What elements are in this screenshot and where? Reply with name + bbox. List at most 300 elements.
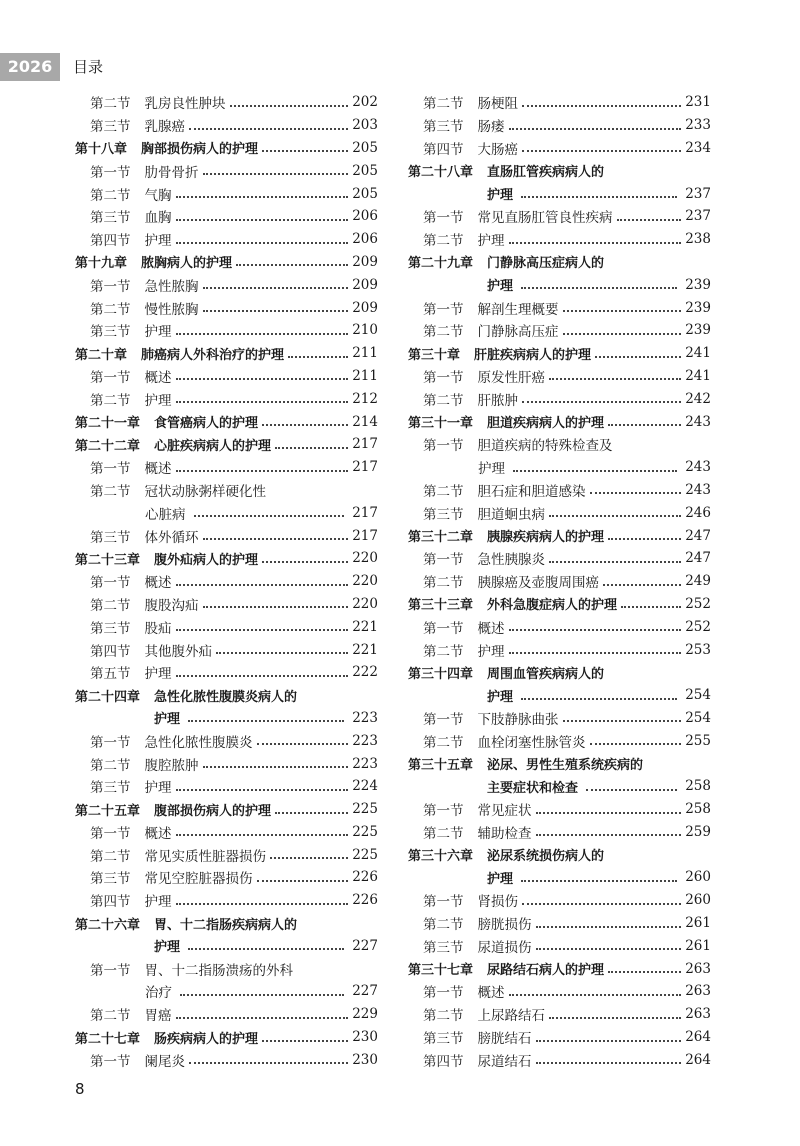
toc-section-entry[interactable] xyxy=(408,912,711,935)
section-number: 第三节 xyxy=(90,780,131,797)
entry-title: 肾损伤 xyxy=(477,894,518,911)
entry-title: 概述 xyxy=(477,620,505,637)
dot-leader xyxy=(549,377,681,380)
dot-leader xyxy=(176,218,349,221)
entry-page: 220 xyxy=(352,573,378,590)
dot-leader xyxy=(522,104,681,107)
dot-leader xyxy=(617,218,682,221)
toc-chapter-entry[interactable] xyxy=(75,433,378,456)
entry-page: 225 xyxy=(352,823,378,840)
entry-title: 冠状动脉粥样硬化性 xyxy=(144,483,266,500)
entry-title: 肝脏疾病病人的护理 xyxy=(474,347,592,363)
entry-page: 209 xyxy=(352,276,378,293)
section-number: 第三节 xyxy=(423,939,464,956)
dot-leader xyxy=(549,514,681,517)
toc-section-entry[interactable] xyxy=(408,821,711,844)
dot-leader xyxy=(275,811,348,814)
entry-page: 222 xyxy=(352,664,378,681)
entry-page: 212 xyxy=(352,390,378,407)
dot-leader xyxy=(257,879,349,882)
toc-chapter-entry[interactable] xyxy=(408,957,711,980)
entry-title: 其他腹外疝 xyxy=(144,643,212,660)
dot-leader xyxy=(522,149,681,152)
toc-section-entry[interactable] xyxy=(75,205,378,228)
dot-leader xyxy=(288,355,348,358)
section-number: 第二节 xyxy=(90,757,131,774)
entry-page: 247 xyxy=(685,527,711,544)
toc-section-entry[interactable] xyxy=(408,114,711,137)
toc-section-entry[interactable] xyxy=(75,866,378,889)
dot-leader xyxy=(608,423,681,426)
toc-section-entry[interactable] xyxy=(75,821,378,844)
toc-section-entry[interactable] xyxy=(408,547,711,570)
entry-title: 概述 xyxy=(144,575,172,592)
entry-page: 243 xyxy=(685,413,711,430)
dot-leader xyxy=(522,902,681,905)
entry-page: 258 xyxy=(685,801,711,818)
section-number: 第二节 xyxy=(423,917,464,934)
toc-section-entry[interactable] xyxy=(75,387,378,410)
entry-page: 261 xyxy=(685,937,711,954)
toc-section-entry[interactable] xyxy=(408,479,711,502)
dot-leader xyxy=(176,377,349,380)
dot-leader xyxy=(590,491,682,494)
entry-title: 护理 xyxy=(477,233,505,250)
toc-entry-continuation[interactable] xyxy=(408,775,711,798)
entry-page: 205 xyxy=(352,162,378,179)
toc-section-entry[interactable] xyxy=(408,205,711,228)
entry-title: 胰腺疾病病人的护理 xyxy=(487,530,605,546)
section-number: 第三节 xyxy=(90,620,131,637)
entry-title: 尿路结石病人的护理 xyxy=(487,963,605,979)
entry-page: 241 xyxy=(685,367,711,384)
entry-page: 243 xyxy=(685,459,711,476)
toc-section-entry[interactable] xyxy=(408,137,711,160)
entry-title: 常见直肠肛管良性疾病 xyxy=(477,210,613,227)
entry-page: 227 xyxy=(352,937,378,954)
entry-page: 252 xyxy=(685,595,711,612)
section-number: 第三节 xyxy=(90,324,131,341)
entry-title: 直肠肛管疾病病人的 xyxy=(487,165,605,181)
entry-title: 体外循环 xyxy=(144,529,199,546)
dot-leader xyxy=(176,833,349,836)
section-number: 第二节 xyxy=(423,392,464,409)
toc-section-entry[interactable] xyxy=(75,114,378,137)
dot-leader xyxy=(176,400,349,403)
entry-page: 264 xyxy=(685,1029,711,1046)
entry-page: 223 xyxy=(352,709,378,726)
entry-page: 238 xyxy=(685,231,711,248)
toc-chapter-entry[interactable] xyxy=(75,684,378,707)
entry-page: 243 xyxy=(685,481,711,498)
entry-title: 尿道损伤 xyxy=(477,939,532,956)
toc-section-entry[interactable] xyxy=(408,980,711,1003)
dot-leader xyxy=(536,833,682,836)
entry-title: 大肠癌 xyxy=(477,141,518,158)
dot-leader xyxy=(509,993,682,996)
entry-title: 门静脉高压症病人的 xyxy=(487,256,605,272)
toc-section-entry[interactable] xyxy=(75,479,378,502)
dot-leader xyxy=(563,309,682,312)
dot-leader xyxy=(536,1061,682,1064)
entry-page: 247 xyxy=(685,550,711,567)
entry-page: 217 xyxy=(352,436,378,453)
dot-leader xyxy=(270,856,348,859)
entry-page: 225 xyxy=(352,801,378,818)
entry-title: 护理 xyxy=(477,643,505,660)
entry-title: 急性脓胸 xyxy=(144,278,199,295)
dot-leader xyxy=(509,651,682,654)
dot-leader xyxy=(509,241,682,244)
toc-chapter-entry[interactable] xyxy=(408,251,711,274)
entry-page: 202 xyxy=(352,94,378,111)
section-number: 第一节 xyxy=(423,369,464,386)
toc-entry-continuation[interactable] xyxy=(408,456,711,479)
toc-section-entry[interactable] xyxy=(75,729,378,752)
entry-title: 腹股沟疝 xyxy=(144,597,199,614)
chapter-number: 第二十二章 xyxy=(75,438,141,454)
entry-page: 209 xyxy=(352,253,378,270)
chapter-number: 第二十九章 xyxy=(408,256,474,272)
toc-chapter-entry[interactable] xyxy=(75,798,378,821)
dot-leader xyxy=(521,879,677,882)
entry-page: 261 xyxy=(685,915,711,932)
toc-section-entry[interactable] xyxy=(75,524,378,547)
toc-section-entry[interactable] xyxy=(408,1003,711,1026)
entry-page: 231 xyxy=(685,94,711,111)
entry-page: 206 xyxy=(352,231,378,248)
toc-section-entry[interactable] xyxy=(75,752,378,775)
entry-title: 常见症状 xyxy=(477,803,532,820)
toc-section-entry[interactable] xyxy=(75,661,378,684)
toc-section-entry[interactable] xyxy=(408,319,711,342)
toc-section-entry[interactable] xyxy=(408,365,711,388)
entry-page: 217 xyxy=(352,527,378,544)
toc-chapter-entry[interactable] xyxy=(408,342,711,365)
section-number: 第一节 xyxy=(90,369,131,386)
entry-page: 223 xyxy=(352,732,378,749)
toc-section-entry[interactable] xyxy=(75,570,378,593)
entry-title: 股疝 xyxy=(144,620,172,637)
toc-entry-continuation[interactable] xyxy=(75,934,378,957)
section-number: 第二节 xyxy=(423,96,464,113)
entry-title: 常见空腔脏器损伤 xyxy=(144,871,253,888)
toc-section-entry[interactable] xyxy=(408,296,711,319)
entry-page: 226 xyxy=(352,892,378,909)
section-number: 第二节 xyxy=(90,301,131,318)
entry-title: 外科急腹症病人的护理 xyxy=(487,598,618,614)
dot-leader xyxy=(176,628,349,631)
toc-section-entry[interactable] xyxy=(75,456,378,479)
section-number: 第二节 xyxy=(423,233,464,250)
entry-title: 急性化脓性腹膜炎病人的 xyxy=(154,689,298,705)
dot-leader xyxy=(522,400,681,403)
entry-title: 心脏疾病病人的护理 xyxy=(154,438,272,454)
toc-section-entry[interactable] xyxy=(75,775,378,798)
entry-page: 220 xyxy=(352,595,378,612)
toc-chapter-entry[interactable] xyxy=(75,912,378,935)
toc-chapter-entry[interactable] xyxy=(408,524,711,547)
entry-title-continued: 治疗 xyxy=(145,985,172,1002)
entry-page: 241 xyxy=(685,345,711,362)
toc-section-entry[interactable] xyxy=(408,1048,711,1071)
dot-leader xyxy=(230,104,349,107)
toc-section-entry[interactable] xyxy=(408,707,711,730)
dot-leader xyxy=(189,127,348,130)
entry-title-continued: 护理 xyxy=(478,461,505,478)
entry-title-continued: 护理 xyxy=(487,188,514,204)
entry-title: 护理 xyxy=(144,780,172,797)
entry-page: 239 xyxy=(685,322,711,339)
entry-title: 慢性脓胸 xyxy=(144,301,199,318)
entry-title: 血栓闭塞性脉管炎 xyxy=(477,734,586,751)
entry-title-continued: 心脏病 xyxy=(145,506,186,523)
chapter-number: 第二十七章 xyxy=(75,1031,141,1047)
entry-title: 胰腺癌及壶腹周围癌 xyxy=(477,575,599,592)
toc-chapter-entry[interactable] xyxy=(75,251,378,274)
toc-section-entry[interactable] xyxy=(408,501,711,524)
dot-leader xyxy=(563,332,682,335)
entry-title: 泌尿系统损伤病人的 xyxy=(487,849,605,865)
section-number: 第二节 xyxy=(423,575,464,592)
entry-title: 膀胱结石 xyxy=(477,1031,532,1048)
toc-section-entry[interactable] xyxy=(408,228,711,251)
section-number: 第二节 xyxy=(423,324,464,341)
entry-page: 206 xyxy=(352,208,378,225)
toc-section-entry[interactable] xyxy=(408,889,711,912)
chapter-number: 第二十四章 xyxy=(75,689,141,705)
entry-title: 下肢静脉曲张 xyxy=(477,711,559,728)
entry-title: 周围血管疾病病人的 xyxy=(487,666,605,682)
section-number: 第一节 xyxy=(423,438,464,455)
dot-leader xyxy=(513,469,677,472)
entry-title: 泌尿、男性生殖系统疾病的 xyxy=(487,758,644,773)
section-number: 第三节 xyxy=(90,119,131,136)
entry-page: 226 xyxy=(352,869,378,886)
section-number: 第二节 xyxy=(90,597,131,614)
entry-title: 辅助检查 xyxy=(477,825,532,842)
toc-section-entry[interactable] xyxy=(75,228,378,251)
toc-chapter-entry[interactable] xyxy=(408,752,711,775)
toc-section-entry[interactable] xyxy=(75,365,378,388)
chapter-number: 第三十六章 xyxy=(408,849,474,865)
toc-entry-continuation[interactable] xyxy=(408,866,711,889)
dot-leader xyxy=(262,149,348,152)
toc-section-entry[interactable] xyxy=(75,593,378,616)
section-number: 第一节 xyxy=(90,962,131,979)
dot-leader xyxy=(586,788,677,791)
toc-section-entry[interactable] xyxy=(408,570,711,593)
section-number: 第一节 xyxy=(423,803,464,820)
entry-page: 230 xyxy=(352,1029,378,1046)
dot-leader xyxy=(563,719,682,722)
toc-chapter-entry[interactable] xyxy=(408,593,711,616)
toc-section-entry[interactable] xyxy=(75,319,378,342)
entry-page: 210 xyxy=(352,322,378,339)
entry-page: 246 xyxy=(685,504,711,521)
chapter-number: 第二十一章 xyxy=(75,416,141,432)
toc-section-entry[interactable] xyxy=(408,433,711,456)
dot-leader xyxy=(203,286,349,289)
entry-title: 食管癌病人的护理 xyxy=(154,416,259,432)
toc-section-entry[interactable] xyxy=(408,615,711,638)
entry-page: 259 xyxy=(685,823,711,840)
dot-leader xyxy=(236,263,348,266)
entry-title: 肝脓肿 xyxy=(477,392,518,409)
section-number: 第三节 xyxy=(423,119,464,136)
entry-title: 护理 xyxy=(144,894,172,911)
entry-title: 常见实质性脏器损伤 xyxy=(144,848,266,865)
toc-section-entry[interactable] xyxy=(75,1048,378,1071)
toc-section-entry[interactable] xyxy=(75,182,378,205)
entry-title: 胆石症和胆道感染 xyxy=(477,483,586,500)
dot-leader xyxy=(536,925,682,928)
dot-leader xyxy=(203,765,349,768)
section-number: 第一节 xyxy=(423,620,464,637)
dot-leader xyxy=(536,1039,682,1042)
entry-title: 护理 xyxy=(144,392,172,409)
dot-leader xyxy=(509,127,682,130)
entry-page: 255 xyxy=(685,732,711,749)
toc-chapter-entry[interactable] xyxy=(75,547,378,570)
entry-title: 急性化脓性腹膜炎 xyxy=(144,734,253,751)
entry-title: 胆道疾病的特殊检查及 xyxy=(477,438,613,455)
section-number: 第三节 xyxy=(90,529,131,546)
entry-page: 258 xyxy=(685,778,711,795)
entry-page: 224 xyxy=(352,778,378,795)
toc-section-entry[interactable] xyxy=(75,296,378,319)
toc-section-entry[interactable] xyxy=(408,638,711,661)
toc-entry-continuation[interactable] xyxy=(408,182,711,205)
section-number: 第二节 xyxy=(90,848,131,865)
toc-section-entry[interactable] xyxy=(75,1003,378,1026)
toc-entry-continuation[interactable] xyxy=(75,980,378,1003)
section-number: 第三节 xyxy=(423,506,464,523)
entry-page: 205 xyxy=(352,185,378,202)
toc-section-entry[interactable] xyxy=(75,91,378,114)
section-number: 第一节 xyxy=(423,985,464,1002)
entry-title: 脓胸病人的护理 xyxy=(141,256,233,272)
chapter-number: 第十九章 xyxy=(75,256,128,272)
dot-leader xyxy=(176,241,349,244)
dot-leader xyxy=(509,628,682,631)
chapter-number: 第二十章 xyxy=(75,347,128,363)
section-number: 第三节 xyxy=(90,871,131,888)
toc-chapter-entry[interactable] xyxy=(408,661,711,684)
toc-chapter-entry[interactable] xyxy=(408,843,711,866)
chapter-number: 第三十二章 xyxy=(408,530,474,546)
entry-title: 胸部损伤病人的护理 xyxy=(141,142,259,158)
section-number: 第二节 xyxy=(90,96,131,113)
toc-section-entry[interactable] xyxy=(75,273,378,296)
entry-page: 211 xyxy=(352,345,378,362)
section-number: 第四节 xyxy=(90,233,131,250)
section-number: 第三节 xyxy=(423,1031,464,1048)
year-badge: 2026 xyxy=(0,53,60,81)
entry-title: 膀胱损伤 xyxy=(477,917,532,934)
chapter-number: 第三十三章 xyxy=(408,598,474,614)
dot-leader xyxy=(203,309,349,312)
dot-leader xyxy=(176,332,349,335)
dot-leader xyxy=(176,1016,349,1019)
dot-leader xyxy=(216,651,348,654)
toc-section-entry[interactable] xyxy=(75,843,378,866)
entry-title: 乳房良性肿块 xyxy=(144,96,226,113)
entry-page: 260 xyxy=(685,869,711,886)
entry-page: 203 xyxy=(352,117,378,134)
section-number: 第四节 xyxy=(423,141,464,158)
section-number: 第一节 xyxy=(423,711,464,728)
dot-leader xyxy=(603,583,681,586)
entry-page: 239 xyxy=(685,299,711,316)
toc-section-entry[interactable] xyxy=(75,957,378,980)
chapter-number: 第三十五章 xyxy=(408,758,474,773)
page-title: 目录 xyxy=(73,58,104,76)
dot-leader xyxy=(590,742,682,745)
entry-page: 253 xyxy=(685,641,711,658)
toc-chapter-entry[interactable] xyxy=(408,410,711,433)
section-number: 第四节 xyxy=(90,643,131,660)
toc-chapter-entry[interactable] xyxy=(75,342,378,365)
chapter-number: 第二十五章 xyxy=(75,803,141,819)
toc-section-entry[interactable] xyxy=(75,159,378,182)
entry-page: 233 xyxy=(685,117,711,134)
toc-section-entry[interactable] xyxy=(75,638,378,661)
toc-entry-continuation[interactable] xyxy=(75,501,378,524)
chapter-number: 第三十一章 xyxy=(408,416,474,432)
toc-entry-continuation[interactable] xyxy=(408,684,711,707)
dot-leader xyxy=(536,811,682,814)
toc-section-entry[interactable] xyxy=(408,91,711,114)
entry-title: 护理 xyxy=(144,666,172,683)
toc-section-entry[interactable] xyxy=(408,1026,711,1049)
entry-page: 239 xyxy=(685,276,711,293)
toc-section-entry[interactable] xyxy=(75,615,378,638)
toc-entry-continuation[interactable] xyxy=(75,707,378,730)
toc-section-entry[interactable] xyxy=(408,729,711,752)
toc-chapter-entry[interactable] xyxy=(75,137,378,160)
dot-leader xyxy=(262,560,348,563)
toc-chapter-entry[interactable] xyxy=(75,1026,378,1049)
entry-page: 264 xyxy=(685,1051,711,1068)
toc-section-entry[interactable] xyxy=(75,889,378,912)
entry-page: 221 xyxy=(352,641,378,658)
entry-title: 肠梗阻 xyxy=(477,96,518,113)
entry-title-continued: 护理 xyxy=(487,279,514,295)
toc-chapter-entry[interactable] xyxy=(408,159,711,182)
entry-title: 概述 xyxy=(144,369,172,386)
entry-title: 气胸 xyxy=(144,187,172,204)
dot-leader xyxy=(536,947,682,950)
toc-chapter-entry[interactable] xyxy=(75,410,378,433)
toc-entry-continuation[interactable] xyxy=(408,273,711,296)
section-number: 第二节 xyxy=(90,187,131,204)
dot-leader xyxy=(176,583,349,586)
section-number: 第一节 xyxy=(90,575,131,592)
entry-page: 217 xyxy=(352,504,378,521)
dot-leader xyxy=(203,172,349,175)
entry-page: 252 xyxy=(685,618,711,635)
dot-leader xyxy=(176,469,349,472)
chapter-number: 第二十八章 xyxy=(408,165,474,181)
toc-section-entry[interactable] xyxy=(408,387,711,410)
toc-column-left xyxy=(75,91,378,1071)
toc-section-entry[interactable] xyxy=(408,934,711,957)
toc-section-entry[interactable] xyxy=(408,798,711,821)
section-number: 第一节 xyxy=(90,164,131,181)
entry-page: 260 xyxy=(685,892,711,909)
dot-leader xyxy=(262,423,348,426)
